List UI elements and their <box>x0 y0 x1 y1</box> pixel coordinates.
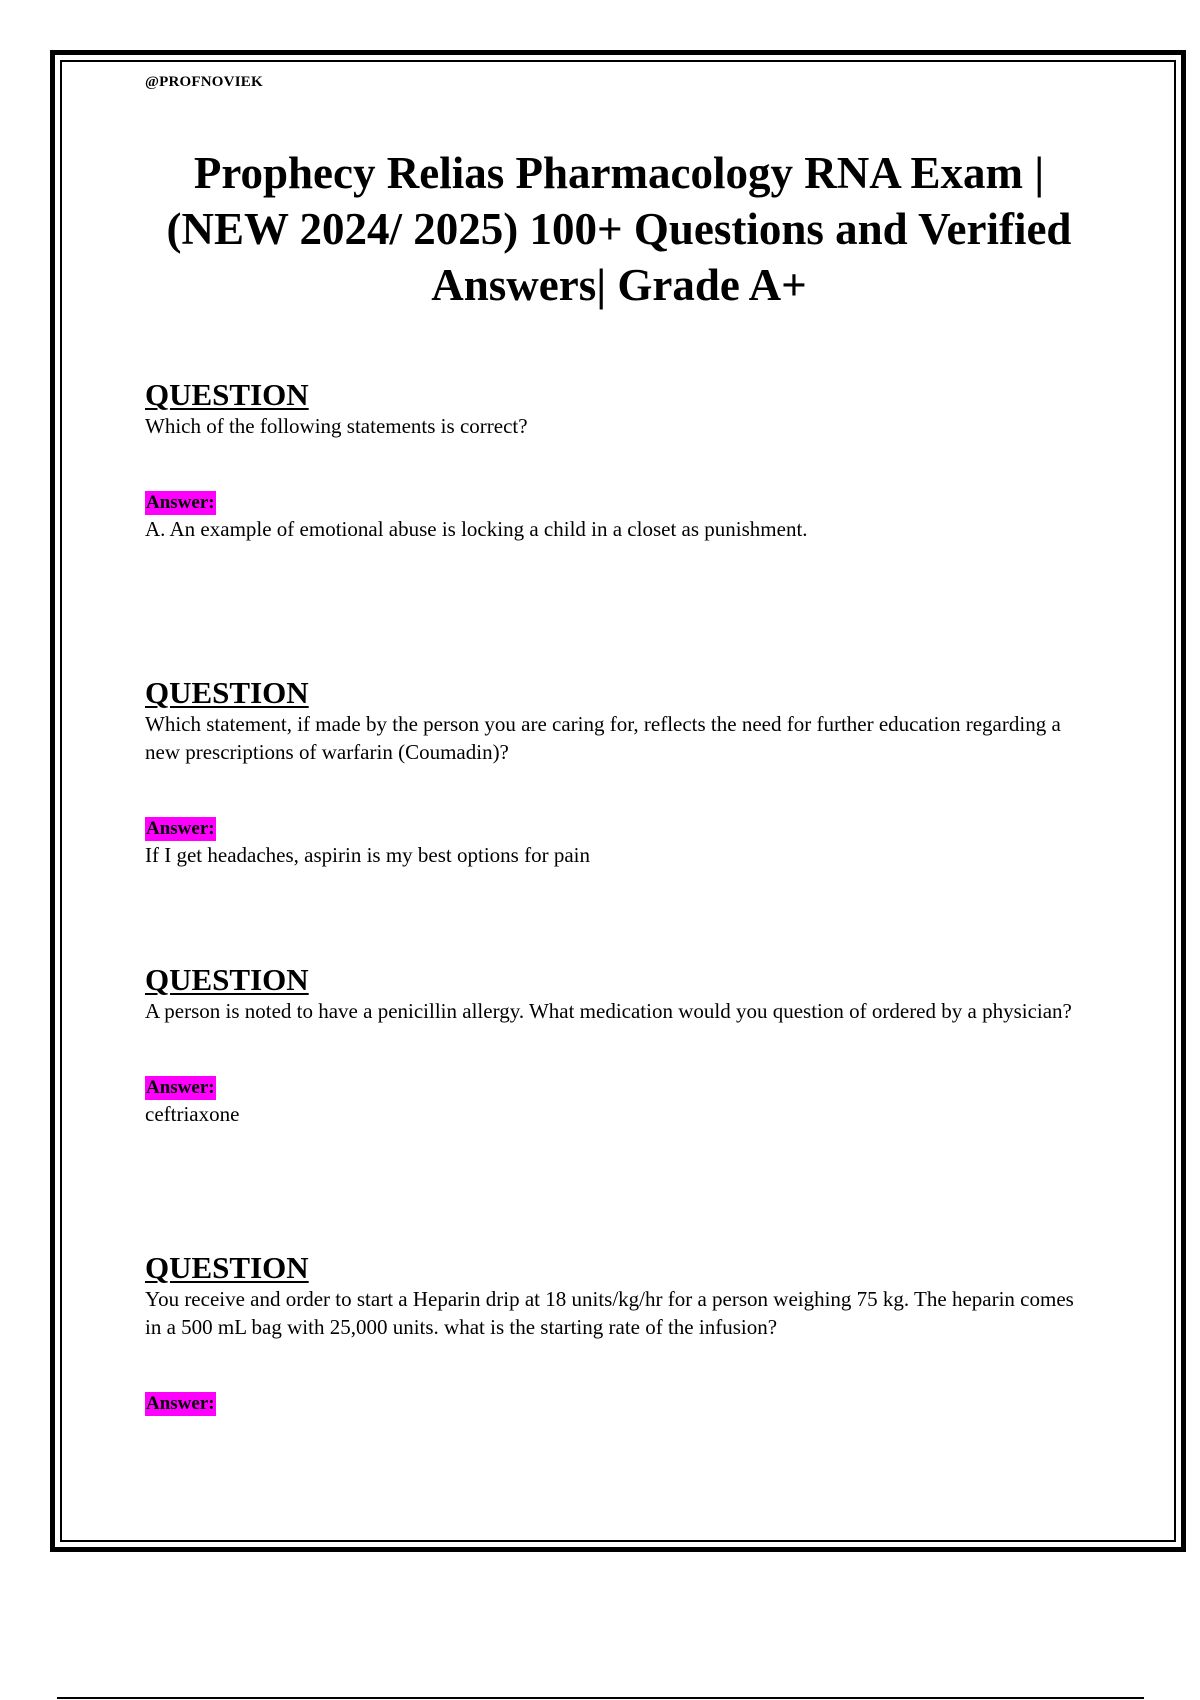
answer-label: Answer: <box>146 818 215 839</box>
qa-block-2 <box>145 676 1095 869</box>
qa-block-3 <box>145 963 1095 1128</box>
question-text: Which statement, if made by the person you are caring for, reflects the need for further education regarding a new prescriptions of warfarin (Coumadin)? <box>145 712 1061 764</box>
answer-label: Answer: <box>146 1077 215 1098</box>
qa-block-4 <box>145 1251 1095 1416</box>
question-text: You receive and order to start a Heparin drip at 18 units/kg/hr for a person weighing 75 kg. The heparin comes in a 500 mL bag with 25,000 units. what is the starting rate of the infusion? <box>145 1287 1074 1339</box>
answer-text: ceftriaxone <box>145 1102 240 1126</box>
question-heading: QUESTION <box>145 377 309 412</box>
answer-text: A. An example of emotional abuse is locking a child in a closet as punishment. <box>145 517 808 541</box>
question-text: A person is noted to have a penicillin allergy. What medication would you question of ordered by a physician? <box>145 999 1072 1023</box>
answer-label: Answer: <box>146 1393 215 1414</box>
question-heading: QUESTION <box>145 1250 309 1285</box>
footer-rule <box>57 1697 1144 1699</box>
question-heading: QUESTION <box>145 675 309 710</box>
author-watermark: @PROFNOVIEK <box>145 74 263 90</box>
answer-text: If I get headaches, aspirin is my best options for pain <box>145 843 590 867</box>
question-text: Which of the following statements is correct? <box>145 414 528 438</box>
qa-block-1 <box>145 378 1095 543</box>
answer-label: Answer: <box>146 492 215 513</box>
question-heading: QUESTION <box>145 962 309 997</box>
document-title: Prophecy Relias Pharmacology RNA Exam | (NEW 2024/ 2025) 100+ Questions and Verified Answers| Grade A+ <box>166 148 1072 310</box>
